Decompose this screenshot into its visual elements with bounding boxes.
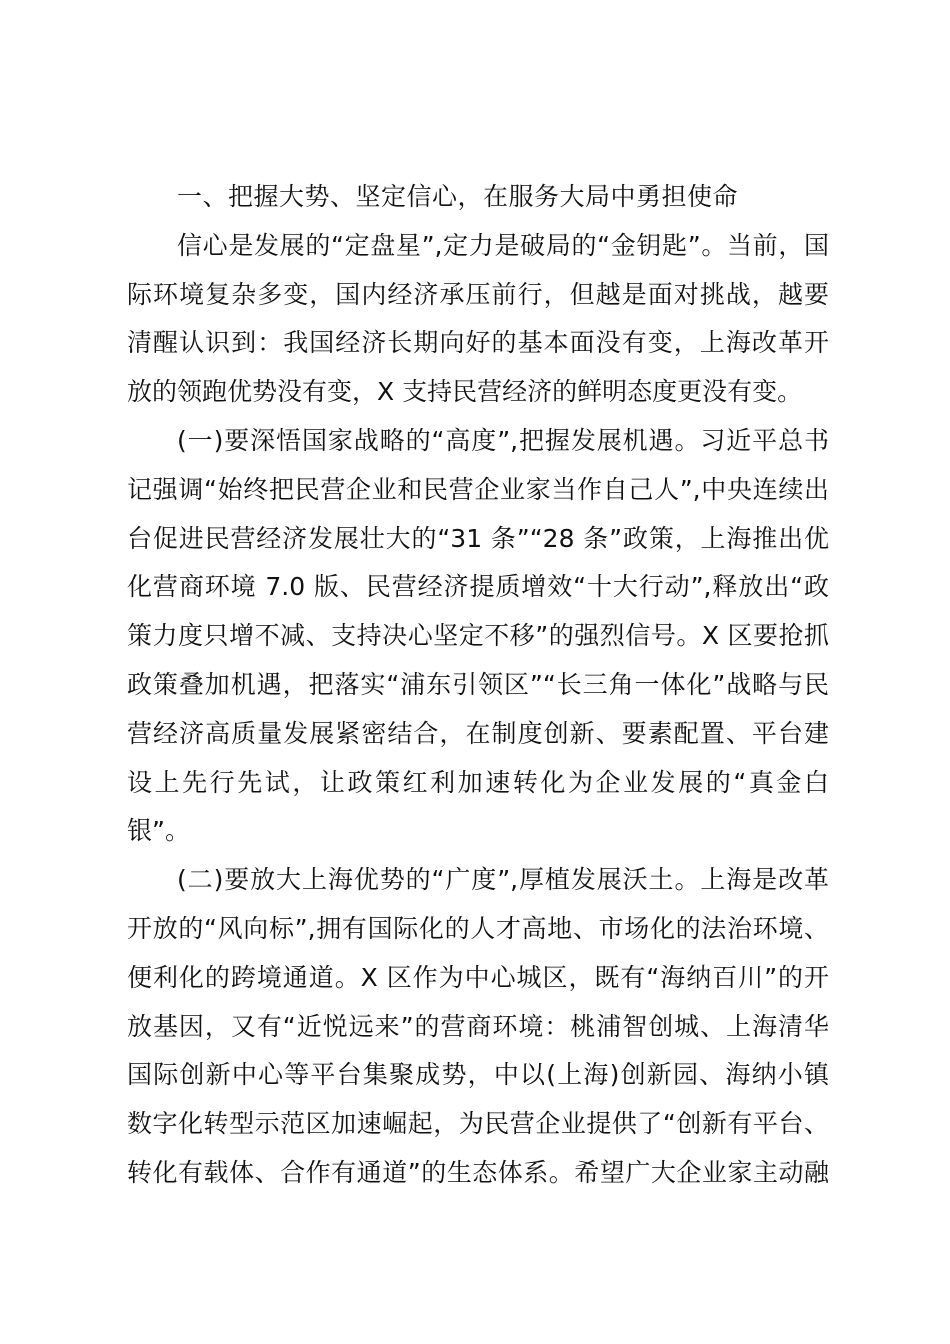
paragraph-line: 清醒认识到：我国经济长期向好的基本面没有变，上海改革开 <box>127 328 829 358</box>
paragraph-line: 台促进民营经济发展壮大的“31 条”“28 条”政策，上海推出优 <box>127 523 829 553</box>
paragraph-line: 放的领跑优势没有变，X 支持民营经济的鲜明态度更没有变。 <box>127 377 803 407</box>
paragraph-line: 银”。 <box>127 816 190 846</box>
paragraph-line: (一)要深悟国家战略的“高度”,把握发展机遇。习近平总书 <box>177 425 829 455</box>
paragraph-line: 政策叠加机遇，把落实“浦东引领区”“长三角一体化”战略与民 <box>127 669 829 699</box>
paragraph-line: 化营商环境 7.0 版、民营经济提质增效“十大行动”,释放出“政 <box>127 572 829 602</box>
paragraph-line: 设上先行先试，让政策红利加速转化为企业发展的“真金白 <box>127 767 829 797</box>
paragraph-line: 策力度只增不减、支持决心坚定不移”的强烈信号。X 区要抢抓 <box>127 621 829 651</box>
paragraph-line: 营经济高质量发展紧密结合，在制度创新、要素配置、平台建 <box>127 718 829 748</box>
paragraph-line: 开放的“风向标”,拥有国际化的人才高地、市场化的法治环境、 <box>127 913 829 943</box>
section-heading: 一、把握大势、坚定信心，在服务大局中勇担使命 <box>177 182 739 211</box>
paragraph-line: 记强调“始终把民营企业和民营企业家当作自己人”,中央连续出 <box>127 474 829 504</box>
paragraph-point-two <box>127 856 829 1198</box>
paragraph-line: 转化有载体、合作有通道”的生态体系。希望广大企业家主动融 <box>127 1157 829 1187</box>
paragraph-line: 国际创新中心等平台集聚成势，中以(上海)创新园、海纳小镇 <box>127 1060 829 1090</box>
paragraph-intro <box>127 222 829 417</box>
paragraph-line: 数字化转型示范区加速崛起，为民营企业提供了“创新有平台、 <box>127 1109 829 1139</box>
paragraph-point-one <box>127 417 829 856</box>
document-body <box>127 173 829 1198</box>
paragraph-line: 信心是发展的“定盘星”,定力是破局的“金钥匙”。当前，国 <box>177 230 829 260</box>
paragraph-line: 便利化的跨境通道。X 区作为中心城区，既有“海纳百川”的开 <box>127 962 829 992</box>
paragraph-line: 际环境复杂多变，国内经济承压前行，但越是面对挑战，越要 <box>127 279 829 309</box>
paragraph-line: 放基因，又有“近悦远来”的营商环境：桃浦智创城、上海清华 <box>127 1011 829 1041</box>
paragraph-line: (二)要放大上海优势的“广度”,厚植发展沃土。上海是改革 <box>177 865 829 895</box>
